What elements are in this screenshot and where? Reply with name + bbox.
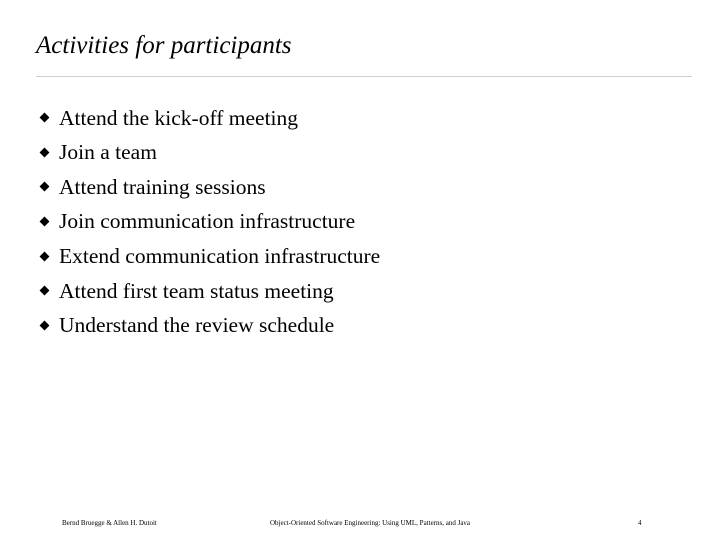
bullet-item	[38, 101, 380, 136]
footer-book-title: Object-Oriented Software Engineering: Using UML, Patterns, and Java	[270, 519, 471, 527]
bullet-item	[38, 239, 380, 274]
diamond-bullet-icon	[38, 284, 52, 298]
bullet-text: Join a team	[59, 140, 157, 165]
slide-title: Activities for participants	[36, 32, 292, 59]
page-number: 4	[638, 519, 642, 527]
bullet-item	[38, 205, 380, 240]
diamond-bullet-icon	[38, 111, 52, 125]
diamond-bullet-icon	[38, 180, 52, 194]
bullet-text: Attend the kick-off meeting	[59, 105, 299, 130]
diamond-bullet-icon	[38, 319, 52, 333]
diamond-bullet-icon	[38, 215, 52, 229]
bullet-text: Attend training sessions	[59, 174, 266, 199]
footer-authors: Bernd Bruegge & Allen H. Dutoit	[62, 519, 157, 527]
bullet-item	[38, 309, 380, 344]
bullet-text: Extend communication infrastructure	[59, 243, 381, 268]
bullet-item	[38, 170, 380, 205]
bullet-item	[38, 274, 380, 309]
bullet-text: Understand the review schedule	[59, 313, 335, 338]
bullet-text: Attend first team status meeting	[59, 278, 334, 303]
bullet-item	[38, 136, 380, 171]
bullet-list	[38, 101, 380, 343]
diamond-bullet-icon	[38, 250, 52, 264]
bullet-text: Join communication infrastructure	[59, 209, 356, 234]
diamond-bullet-icon	[38, 146, 52, 160]
title-divider	[36, 76, 692, 77]
